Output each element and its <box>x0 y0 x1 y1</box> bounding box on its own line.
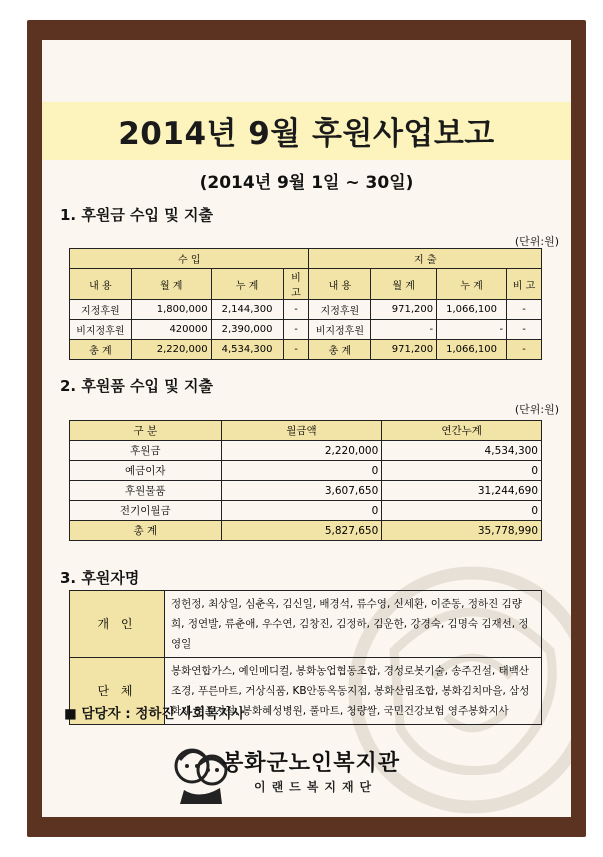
table-row <box>70 461 542 481</box>
table-cell: 2,390,000 <box>211 320 283 340</box>
table-cell: 지정후원 <box>70 300 132 320</box>
table-cell: 420000 <box>131 320 211 340</box>
table-header-row <box>70 269 542 300</box>
table-cell: - <box>507 300 542 320</box>
individual-label: 개 인 <box>70 591 165 658</box>
table-cell: 1,800,000 <box>131 300 211 320</box>
income-group-header: 수 입 <box>70 249 309 269</box>
donation-income-expense-table <box>69 248 542 360</box>
column-header: 구 분 <box>70 421 222 441</box>
donation-goods-table <box>69 420 542 541</box>
table-cell: 3,607,650 <box>221 481 382 501</box>
table-cell: 총 계 <box>70 340 132 360</box>
table-cell: - <box>371 320 437 340</box>
organization-foundation: 이랜드복지재단 <box>254 780 378 794</box>
report-page <box>42 40 571 817</box>
section2-heading: 2. 후원품 수입 및 지출 <box>60 377 213 395</box>
page-subtitle: (2014년 9월 1일 ~ 30일) <box>199 173 414 193</box>
column-header: 비 고 <box>283 269 309 300</box>
column-header: 월 계 <box>131 269 211 300</box>
column-header: 누 계 <box>437 269 507 300</box>
table-cell: 2,220,000 <box>221 441 382 461</box>
table-cell: 0 <box>382 461 542 481</box>
column-header: 누 계 <box>211 269 283 300</box>
table-cell: - <box>283 300 309 320</box>
section3-heading: 3. 후원자명 <box>60 569 140 587</box>
table-cell: 총 계 <box>70 521 222 541</box>
table-cell: - <box>507 340 542 360</box>
expense-group-header: 지 출 <box>309 249 542 269</box>
table-cell: - <box>283 340 309 360</box>
table-cell: - <box>437 320 507 340</box>
column-header: 월 계 <box>371 269 437 300</box>
table-cell: 후원금 <box>70 441 222 461</box>
table-row <box>70 591 542 658</box>
column-header: 비 고 <box>507 269 542 300</box>
table-cell: 총 계 <box>309 340 371 360</box>
group-donors: 봉화연합가스, 예인메디컬, 봉화농업협동조합, 경성로봇기술, 송주건설, 태백산조경, 푸른마트, 거상식품, KB안동옥동지점, 봉화산림조합, 봉화김치마을, 삼성화재 영주지점, 봉화혜성병원, 풀마트, 청량쌀, 국민건강보험 영주봉화지사 <box>165 658 542 725</box>
table-cell: 5,827,650 <box>221 521 382 541</box>
table-cell: 1,066,100 <box>437 300 507 320</box>
table-cell: 0 <box>382 501 542 521</box>
individual-donors: 정헌정, 최상일, 심춘옥, 김신일, 배경석, 류수영, 신세환, 이준동, 정하진 김량희, 정연발, 류춘애, 우수연, 김창진, 김정하, 김운한, 강경숙, 김명숙 김재선, 정영일 <box>165 591 542 658</box>
organization-name: 봉화군노인복지관 <box>222 751 401 776</box>
table-cell: 2,144,300 <box>211 300 283 320</box>
table-cell: 후원물품 <box>70 481 222 501</box>
table-cell: 1,066,100 <box>437 340 507 360</box>
table-row <box>70 300 542 320</box>
table-cell: 0 <box>221 461 382 481</box>
table-row <box>70 320 542 340</box>
group-label: 단 체 <box>70 658 165 725</box>
section1-heading: 1. 후원금 수입 및 지출 <box>60 206 213 224</box>
table-header-row <box>70 421 542 441</box>
table-row <box>70 501 542 521</box>
column-header: 내 용 <box>70 269 132 300</box>
table-cell: 4,534,300 <box>211 340 283 360</box>
table-cell: 지정후원 <box>309 300 371 320</box>
page-title: 2014년 9월 후원사업보고 <box>118 116 495 152</box>
table-cell: - <box>283 320 309 340</box>
table-cell: 31,244,690 <box>382 481 542 501</box>
contact-person: ■ 담당자 : 정하진 사회복지사 <box>64 706 245 722</box>
table-cell: 4,534,300 <box>382 441 542 461</box>
table-cell: 35,778,990 <box>382 521 542 541</box>
table-cell: 971,200 <box>371 340 437 360</box>
table-cell: 전기이월금 <box>70 501 222 521</box>
table-row <box>70 481 542 501</box>
table-cell: 0 <box>221 501 382 521</box>
column-header: 월금액 <box>221 421 382 441</box>
column-header: 연간누계 <box>382 421 542 441</box>
table-cell: 비지정후원 <box>70 320 132 340</box>
table-cell: 971,200 <box>371 300 437 320</box>
table-cell: 비지정후원 <box>309 320 371 340</box>
table-cell: 예금이자 <box>70 461 222 481</box>
total-row <box>70 521 542 541</box>
table-cell: - <box>507 320 542 340</box>
section1-unit: (단위:원) <box>514 235 559 248</box>
table-cell: 2,220,000 <box>131 340 211 360</box>
section2-unit: (단위:원) <box>514 403 559 416</box>
table-row <box>70 441 542 461</box>
column-header: 내 용 <box>309 269 371 300</box>
total-row <box>70 340 542 360</box>
